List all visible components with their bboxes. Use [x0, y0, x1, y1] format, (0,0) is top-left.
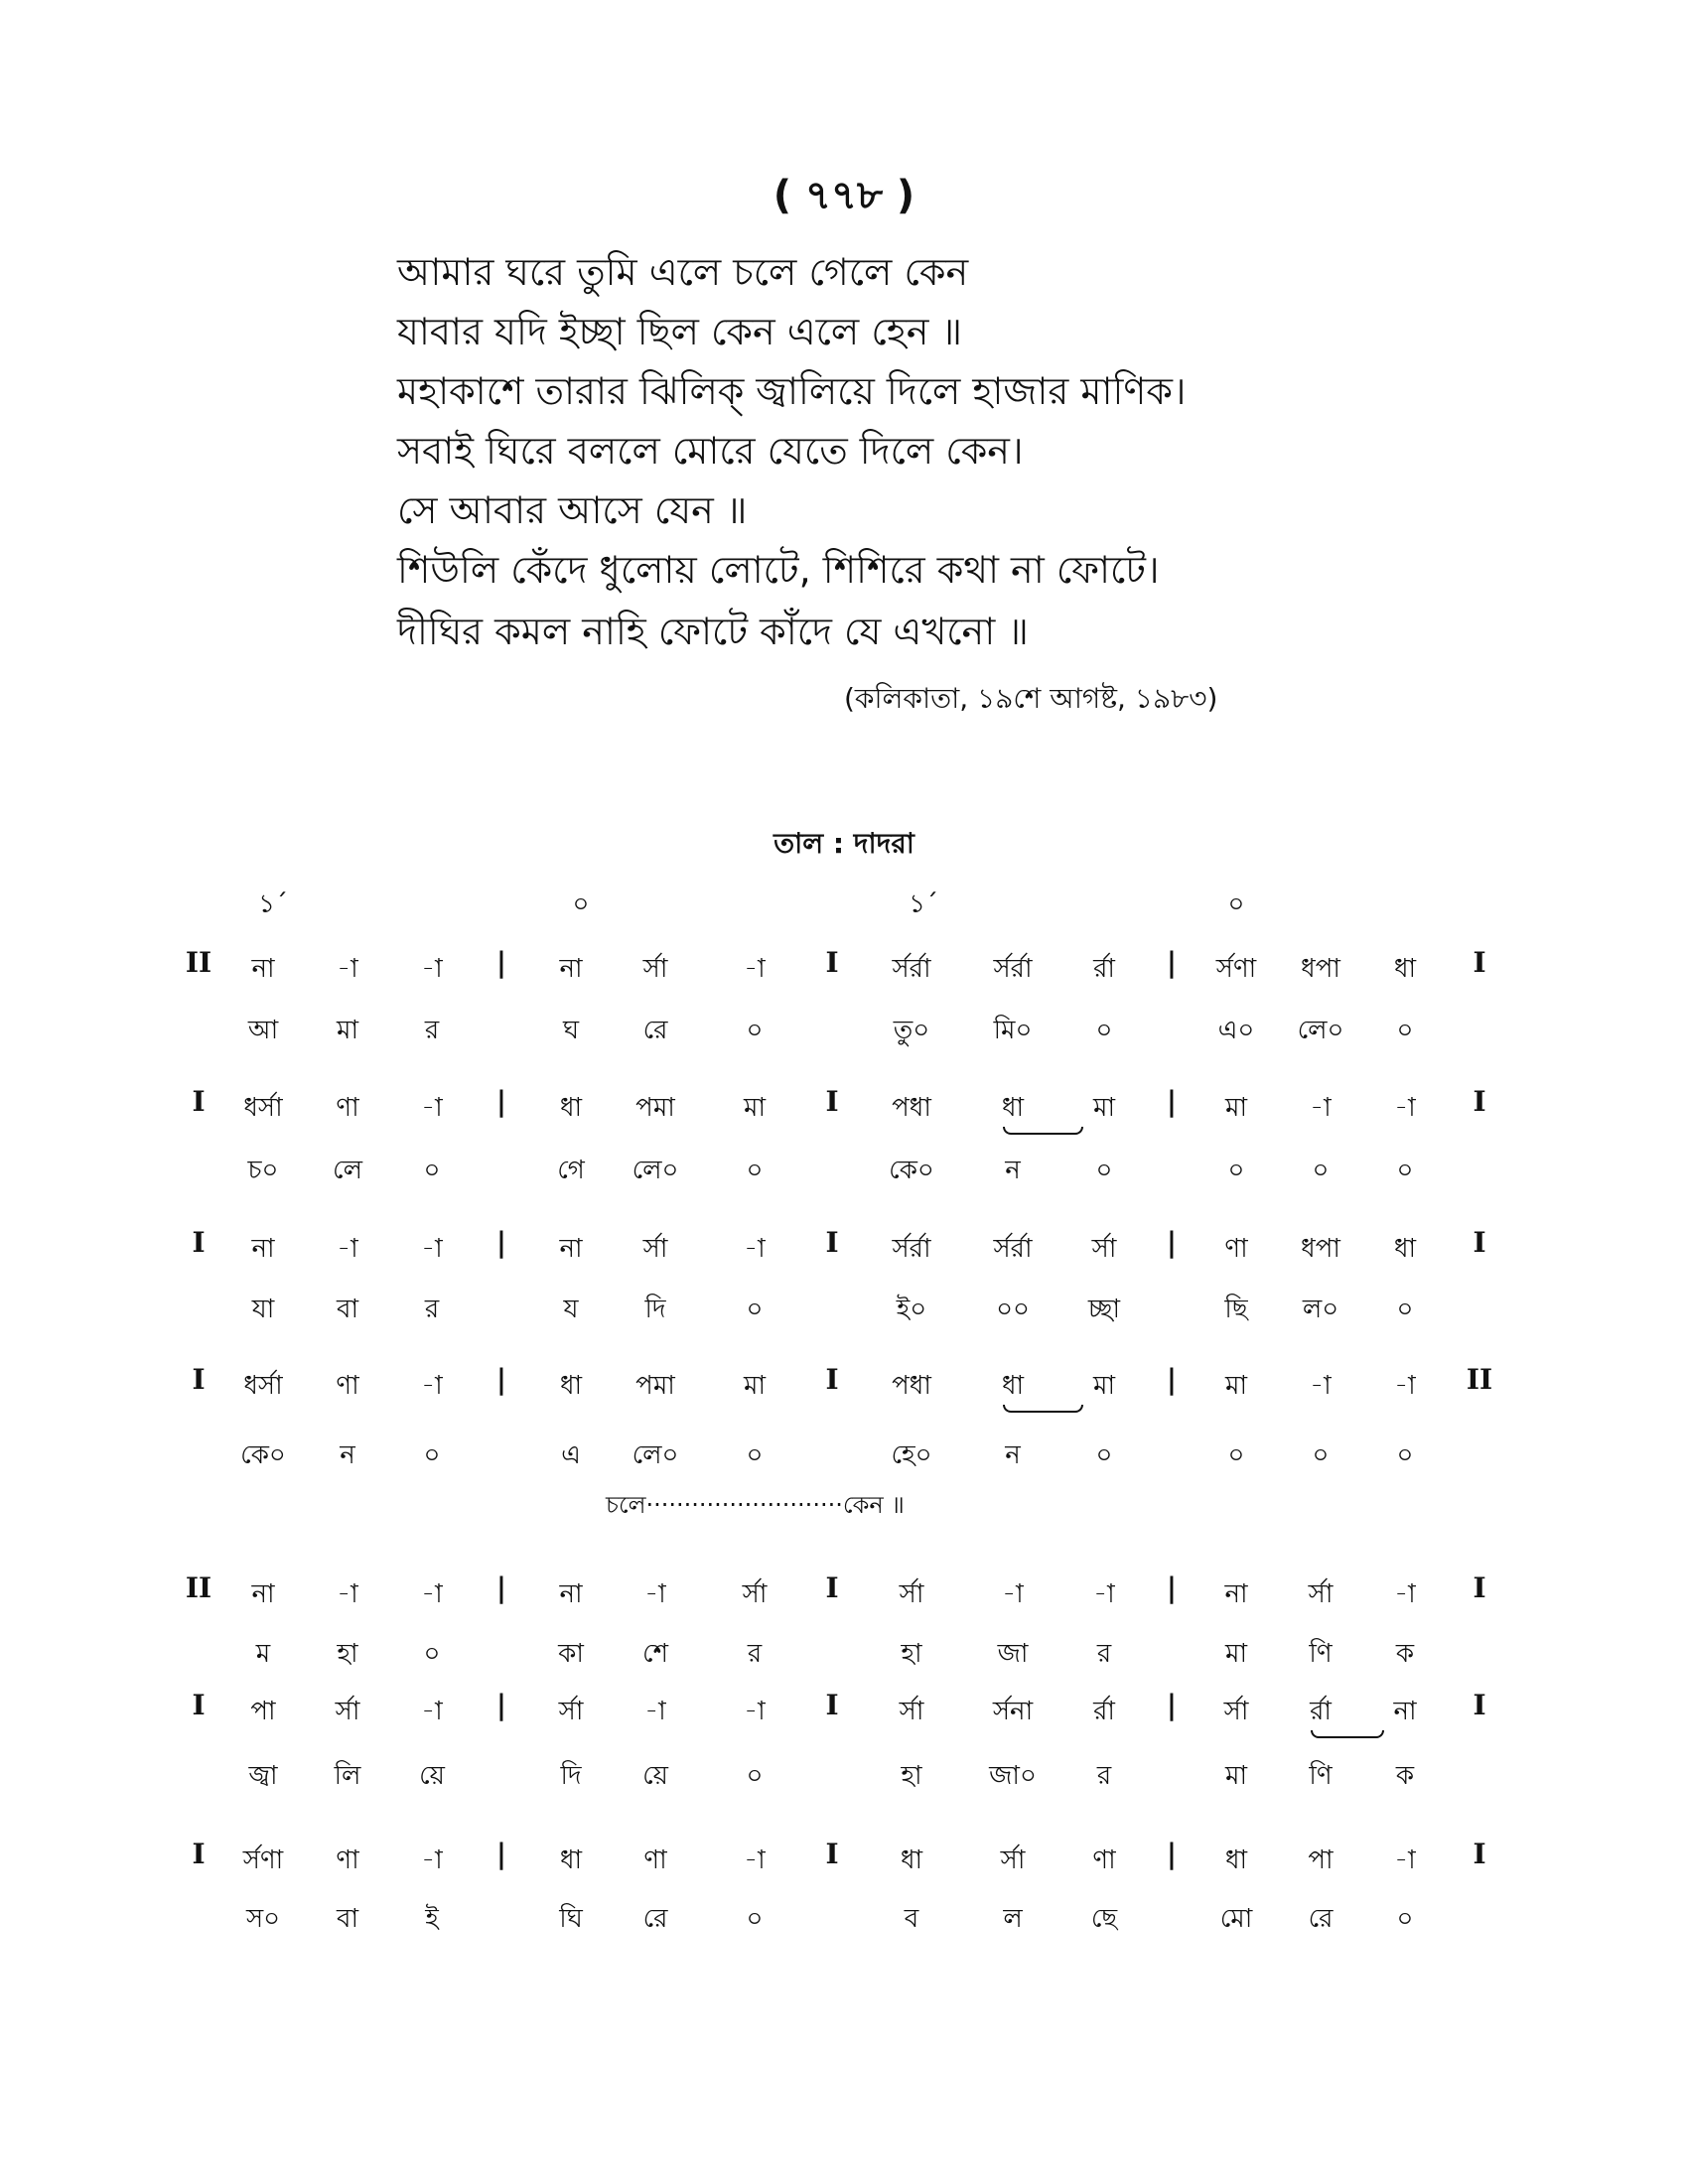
- syllable: লে০: [632, 1156, 679, 1185]
- swara-note: র্সা: [1091, 1234, 1117, 1264]
- syllable: ০: [746, 1904, 764, 1934]
- syllable: ই: [425, 1904, 439, 1934]
- syllable: ০: [1095, 1016, 1113, 1045]
- syllable: ০: [1396, 1156, 1414, 1185]
- syllable: মা: [1225, 1761, 1247, 1791]
- swara-note: -া: [421, 1845, 443, 1875]
- swara-note: ধা: [1001, 1093, 1025, 1123]
- syllable: ০: [423, 1639, 441, 1669]
- swara-note: পমা: [635, 1093, 675, 1123]
- bar-line: |: [495, 1689, 507, 1721]
- syllable: ০: [423, 1440, 441, 1470]
- swara-note: র্সর্রা: [993, 954, 1033, 984]
- swara-note: না: [251, 1234, 275, 1264]
- swara-note: ণা: [643, 1845, 667, 1875]
- bar-line: I: [825, 1226, 839, 1259]
- swara-note: -া: [644, 1579, 666, 1609]
- swara-note: ণা: [1224, 1234, 1248, 1264]
- swara-note: না: [251, 954, 275, 984]
- swara-note: পধা: [892, 1371, 931, 1401]
- swara-note: র্সা: [642, 1234, 668, 1264]
- swara-note: ণা: [1092, 1845, 1116, 1875]
- bar-line: I: [192, 1085, 206, 1118]
- bar-line: I: [1473, 1838, 1486, 1870]
- swara-note: র্সনা: [992, 1697, 1034, 1726]
- bar-line: I: [825, 946, 839, 979]
- swara-note: ধপা: [1301, 954, 1340, 984]
- syllable: ০: [1396, 1904, 1414, 1934]
- syllable: লে০: [632, 1440, 679, 1470]
- bar-line: I: [192, 1689, 206, 1721]
- syllable: র: [1096, 1761, 1112, 1791]
- syllable: কে০: [889, 1156, 934, 1185]
- syllable: ০: [746, 1016, 764, 1045]
- composition-date: (কলিকাতা, ১৯শে আগষ্ট, ১৯৮৩): [844, 682, 1218, 715]
- syllable: দি: [644, 1295, 666, 1324]
- swara-note: -া: [1310, 1371, 1332, 1401]
- syllable: মা: [337, 1016, 358, 1045]
- syllable: ক: [1395, 1639, 1415, 1669]
- syllable: ০: [1227, 1440, 1245, 1470]
- bar-line: |: [1166, 1363, 1178, 1396]
- syllable: ০: [1312, 1156, 1330, 1185]
- bar-line: I: [825, 1085, 839, 1118]
- syllable: ন: [340, 1440, 355, 1470]
- swara-note: পমা: [635, 1371, 675, 1401]
- bar-line: |: [1166, 1226, 1178, 1259]
- bar-line: |: [495, 1085, 507, 1118]
- syllable: ন: [1005, 1440, 1021, 1470]
- syllable: চ০: [247, 1156, 279, 1185]
- bar-line: I: [192, 1363, 206, 1396]
- swara-note: র্সা: [742, 1579, 768, 1609]
- swara-note: ধা: [1393, 1234, 1417, 1264]
- swara-note: -া: [421, 1093, 443, 1123]
- swara-note: -া: [1310, 1093, 1332, 1123]
- syllable: র: [747, 1639, 763, 1669]
- bar-line: II: [1466, 1363, 1493, 1396]
- syllable: ণি: [1309, 1761, 1333, 1791]
- syllable: লে: [333, 1156, 362, 1185]
- syllable: যা: [251, 1295, 275, 1324]
- swara-note: -া: [421, 954, 443, 984]
- swara-note: -া: [744, 1234, 766, 1264]
- swara-note: র্সা: [642, 954, 668, 984]
- swara-note: -া: [421, 1371, 443, 1401]
- lyric-line: মহাকাশে তারার ঝিলিক্ জ্বালিয়ে দিলে হাজার মাণিক।: [397, 369, 1187, 413]
- syllable: দি: [560, 1761, 582, 1791]
- syllable: কে০: [240, 1440, 286, 1470]
- swara-note: মা: [1093, 1093, 1115, 1123]
- syllable: গে: [557, 1156, 585, 1185]
- swara-note: ধা: [559, 1845, 583, 1875]
- swara-note: -া: [1394, 1371, 1416, 1401]
- bar-line: I: [1473, 1689, 1486, 1721]
- syllable: এ০: [1217, 1016, 1255, 1045]
- bar-line: |: [495, 1363, 507, 1396]
- swara-note: র্সা: [335, 1697, 360, 1726]
- syllable: রে: [642, 1904, 668, 1934]
- lyric-line: সে আবার আসে যেন ॥: [397, 488, 748, 532]
- swara-note: -া: [1093, 1579, 1115, 1609]
- syllable: মি০: [993, 1016, 1033, 1045]
- syllable: ০: [1312, 1440, 1330, 1470]
- swara-note: -া: [1002, 1579, 1024, 1609]
- swara-note: র্সা: [899, 1579, 924, 1609]
- beat-marker: ০: [1227, 889, 1245, 919]
- swara-note: ধা: [1393, 954, 1417, 984]
- slur-mark: [1311, 1730, 1384, 1738]
- lyric-line: সবাই ঘিরে বললে মোরে যেতে দিলে কেন।: [397, 429, 1024, 473]
- swara-note: ধর্সা: [243, 1093, 283, 1123]
- swara-note: পা: [1308, 1845, 1334, 1875]
- syllable: ম: [255, 1639, 271, 1669]
- syllable: মা: [1225, 1639, 1247, 1669]
- swara-note: র্রা: [1093, 954, 1115, 984]
- bar-line: |: [1166, 946, 1178, 979]
- bar-line: |: [1166, 1571, 1178, 1604]
- bar-line: I: [1473, 1571, 1486, 1604]
- bar-line: I: [1473, 946, 1486, 979]
- slur-mark: [1003, 1127, 1083, 1135]
- swara-note: র্সণা: [242, 1845, 284, 1875]
- syllable: হে০: [891, 1440, 932, 1470]
- syllable: এ: [561, 1440, 581, 1470]
- swara-note: -া: [744, 1845, 766, 1875]
- syllable: লি: [334, 1761, 361, 1791]
- syllable: স০: [245, 1904, 281, 1934]
- bar-line: I: [192, 1226, 206, 1259]
- swara-note: -া: [644, 1697, 666, 1726]
- syllable: ন: [1005, 1156, 1021, 1185]
- bar-line: I: [1473, 1085, 1486, 1118]
- swara-note: -া: [421, 1697, 443, 1726]
- syllable: ছি: [1224, 1295, 1248, 1324]
- swara-note: মা: [1225, 1371, 1247, 1401]
- syllable: র: [424, 1295, 440, 1324]
- beat-marker: ০: [572, 889, 590, 919]
- swara-note: না: [251, 1579, 275, 1609]
- swara-note: না: [1224, 1579, 1248, 1609]
- syllable: ০: [1396, 1440, 1414, 1470]
- swara-note: -া: [1394, 1579, 1416, 1609]
- syllable: ই০: [896, 1295, 927, 1324]
- bar-line: II: [185, 1571, 212, 1604]
- syllable: ০: [746, 1295, 764, 1324]
- swara-note: র্সর্রা: [892, 954, 931, 984]
- swara-note: ধা: [559, 1093, 583, 1123]
- bar-line: |: [495, 946, 507, 979]
- syllable: তু০: [893, 1016, 930, 1045]
- bar-line: I: [192, 1838, 206, 1870]
- syllable: জ্বা: [248, 1761, 278, 1791]
- syllable: হা: [901, 1639, 922, 1669]
- swara-note: র্রা: [1310, 1697, 1332, 1726]
- syllable: ০: [1396, 1295, 1414, 1324]
- swara-note: -া: [337, 1579, 358, 1609]
- syllable: র: [1096, 1639, 1112, 1669]
- swara-note: র্সর্রা: [993, 1234, 1033, 1264]
- bar-line: I: [825, 1838, 839, 1870]
- syllable: ০: [746, 1440, 764, 1470]
- syllable: ব: [904, 1904, 919, 1934]
- swara-note: র্রা: [1093, 1697, 1115, 1726]
- syllable: য়ে: [642, 1761, 668, 1791]
- beat-marker: ১´: [909, 889, 938, 919]
- swara-note: -া: [1394, 1093, 1416, 1123]
- syllable: জা: [997, 1639, 1029, 1669]
- bar-line: I: [825, 1571, 839, 1604]
- bar-line: I: [825, 1689, 839, 1721]
- swara-note: -া: [421, 1579, 443, 1609]
- syllable: ছে: [1090, 1904, 1118, 1934]
- beat-marker: ১´: [258, 889, 288, 919]
- bar-line: |: [1166, 1838, 1178, 1870]
- swara-note: পা: [250, 1697, 276, 1726]
- bar-line: II: [185, 946, 212, 979]
- syllable: ল: [1003, 1904, 1023, 1934]
- syllable: ০: [423, 1156, 441, 1185]
- lyric-line: যাবার যদি ইচ্ছা ছিল কেন এলে হেন ॥: [397, 310, 962, 353]
- bar-line: |: [495, 1838, 507, 1870]
- syllable: লে০: [1297, 1016, 1344, 1045]
- syllable: শে: [642, 1639, 668, 1669]
- swara-note: র্সা: [1223, 1697, 1249, 1726]
- swara-note: পধা: [892, 1093, 931, 1123]
- syllable: চ্ছা: [1087, 1295, 1121, 1324]
- bar-line: |: [1166, 1085, 1178, 1118]
- syllable: ০: [1095, 1156, 1113, 1185]
- swara-note: না: [559, 954, 583, 984]
- swara-note: ণা: [336, 1845, 359, 1875]
- syllable: য: [563, 1295, 579, 1324]
- syllable: রে: [1308, 1904, 1334, 1934]
- swara-note: র্সা: [1308, 1579, 1334, 1609]
- swara-note: -া: [421, 1234, 443, 1264]
- syllable: ০: [1095, 1440, 1113, 1470]
- bar-line: |: [1166, 1689, 1178, 1721]
- swara-note: ণা: [336, 1371, 359, 1401]
- swara-note: র্সা: [899, 1697, 924, 1726]
- swara-note: র্সা: [1000, 1845, 1026, 1875]
- swara-note: র্সর্রা: [892, 1234, 931, 1264]
- syllable: ঘি: [559, 1904, 583, 1934]
- swara-note: র্সা: [558, 1697, 584, 1726]
- lyric-line: আমার ঘরে তুমি এলে চলে গেলে কেন: [397, 250, 969, 294]
- swara-note: মা: [1225, 1093, 1247, 1123]
- bar-line: |: [495, 1571, 507, 1604]
- swara-note: ধপা: [1301, 1234, 1340, 1264]
- swara-note: -া: [1394, 1845, 1416, 1875]
- swara-note: মা: [1093, 1371, 1115, 1401]
- syllable: ০: [1396, 1016, 1414, 1045]
- swara-note: -া: [744, 1697, 766, 1726]
- bar-line: I: [825, 1363, 839, 1396]
- page-number: ( ৭৭৮ ): [773, 173, 915, 218]
- bar-line: |: [495, 1226, 507, 1259]
- slur-mark: [1003, 1405, 1083, 1413]
- swara-note: ধা: [559, 1371, 583, 1401]
- swara-note: মা: [744, 1093, 766, 1123]
- swara-note: ধা: [1224, 1845, 1248, 1875]
- swara-note: ণা: [336, 1093, 359, 1123]
- refrain-note: চলে··························কেন ॥: [606, 1491, 905, 1519]
- swara-note: ধর্সা: [243, 1371, 283, 1401]
- syllable: রে: [642, 1016, 668, 1045]
- syllable: ক: [1395, 1761, 1415, 1791]
- syllable: ০: [746, 1761, 764, 1791]
- bar-line: I: [1473, 1226, 1486, 1259]
- swara-note: ধা: [1001, 1371, 1025, 1401]
- syllable: ০০: [996, 1295, 1030, 1324]
- syllable: হা: [337, 1639, 358, 1669]
- lyric-line: শিউলি কেঁদে ধুলোয় লোটে, শিশিরে কথা না ফোটে।: [397, 548, 1160, 592]
- swara-note: র্সণা: [1215, 954, 1257, 984]
- syllable: বা: [336, 1904, 359, 1934]
- syllable: ঘ: [562, 1016, 580, 1045]
- syllable: আ: [247, 1016, 279, 1045]
- syllable: ল০: [1302, 1295, 1339, 1324]
- syllable: হা: [901, 1761, 922, 1791]
- syllable: জা০: [989, 1761, 1037, 1791]
- swara-note: -া: [337, 954, 358, 984]
- syllable: ০: [746, 1156, 764, 1185]
- swara-note: মা: [744, 1371, 766, 1401]
- syllable: ০: [1227, 1156, 1245, 1185]
- syllable: র: [424, 1016, 440, 1045]
- syllable: বা: [336, 1295, 359, 1324]
- lyric-line: দীঘির কমল নাহি ফোটে কাঁদে যে এখনো ॥: [397, 610, 1029, 653]
- swara-note: না: [559, 1579, 583, 1609]
- swara-note: -া: [337, 1234, 358, 1264]
- swara-note: না: [559, 1234, 583, 1264]
- swara-note: ধা: [900, 1845, 923, 1875]
- swara-note: -া: [744, 954, 766, 984]
- tala-title: তাল : দাদরা: [774, 827, 914, 860]
- syllable: য়ে: [419, 1761, 445, 1791]
- syllable: কা: [558, 1639, 584, 1669]
- syllable: ণি: [1309, 1639, 1333, 1669]
- syllable: মো: [1219, 1904, 1253, 1934]
- swara-note: না: [1393, 1697, 1417, 1726]
